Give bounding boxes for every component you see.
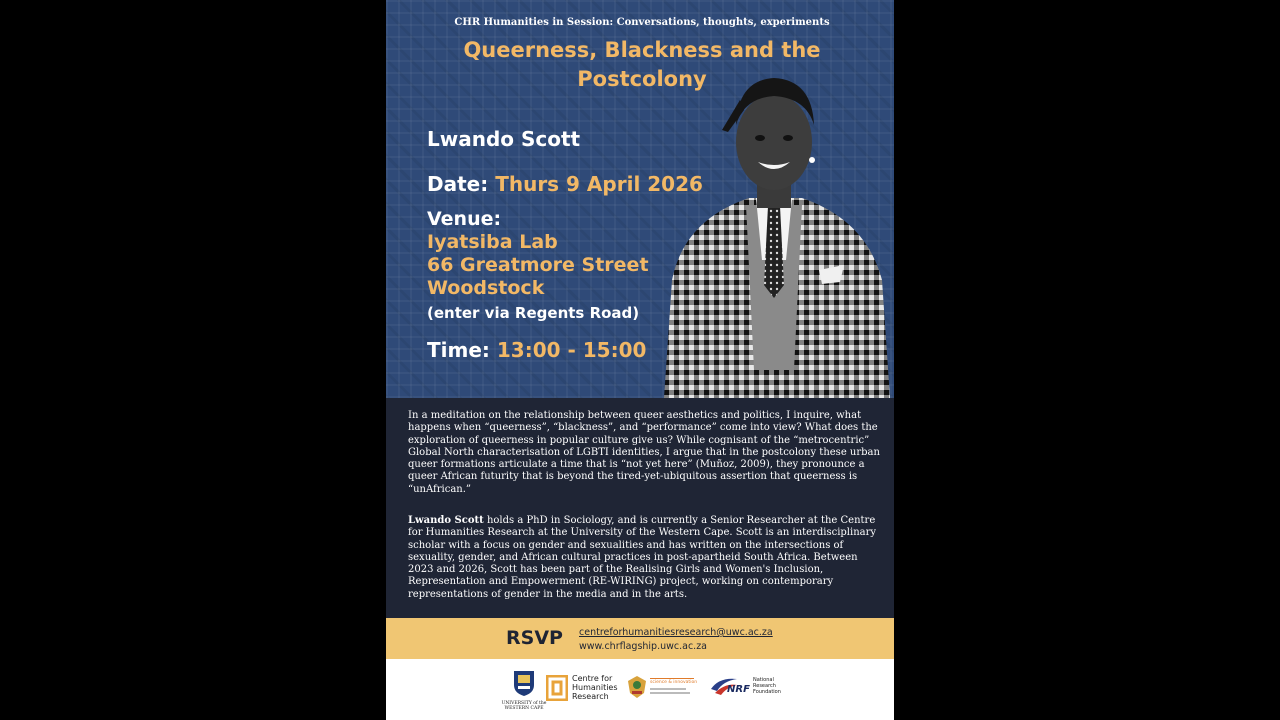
- date-value: Thurs 9 April 2026: [495, 172, 703, 196]
- series-title: CHR Humanities in Session: Conversations, thoughts, experiments: [454, 17, 830, 28]
- rsvp-band: [386, 618, 894, 659]
- nrf-name-line2: Research: [753, 683, 776, 689]
- event-poster: [386, 0, 894, 720]
- venue-line-3: Woodstock: [427, 277, 545, 299]
- time-value: 13:00 - 15:00: [496, 338, 647, 362]
- event-venue: [427, 208, 649, 325]
- coat-of-arms-icon: [626, 675, 648, 699]
- abstract-paragraph: In a meditation on the relationship between queer aesthetics and politics, I inquire, what happens when “queerness”, “blackness”, and “performance” come into view? What does the exploration of queerness in popular culture give us? While cognisant of the “metrocentric” Global North characterisation of LGBTI identities, I argue that in the postcolony these urban queer formations articulate a time that is “not yet here” (Muñoz, 2009), they pronounce a queer African futurity that is beyond the tired-yet-ubiquitous assertion that queerness is “unAfrican.”: [408, 410, 880, 495]
- time-label: Time:: [427, 338, 490, 362]
- nrf-name-line1: National: [753, 677, 774, 683]
- rsvp-email-link[interactable]: centreforhumanitiesresearch@uwc.ac.za: [579, 627, 773, 638]
- sponsor-logos: [386, 659, 894, 720]
- event-title-line1: Queerness, Blackness and the: [463, 38, 821, 62]
- event-time: [427, 338, 646, 362]
- event-date: [427, 172, 703, 196]
- poster-header: [386, 0, 894, 398]
- abstract-section: [386, 398, 894, 618]
- uwc-name-line1: UNIVERSITY of the: [501, 701, 547, 706]
- rsvp-website-link[interactable]: www.chrflagship.uwc.ac.za: [579, 641, 708, 652]
- speaker-bio: [408, 515, 880, 601]
- chr-mark-icon: [546, 675, 568, 701]
- dsi-name: science & innovation: [650, 680, 698, 685]
- venue-line-1: Iyatsiba Lab: [427, 231, 558, 253]
- uwc-crest-icon: [512, 669, 536, 697]
- uwc-name-line2: WESTERN CAPE: [504, 706, 544, 711]
- chr-name-line2: Humanities: [572, 683, 618, 692]
- bio-speaker-name: Lwando Scott: [408, 515, 484, 526]
- speaker-name: Lwando Scott: [427, 127, 581, 151]
- venue-note: (enter via Regents Road): [427, 304, 640, 322]
- rsvp-label: RSVP: [506, 627, 563, 649]
- speaker-photo: [654, 70, 894, 398]
- nrf-abbr: NRF: [727, 684, 750, 695]
- event-title-line2: Postcolony: [577, 67, 707, 91]
- chr-name-line1: Centre for: [572, 674, 613, 683]
- uwc-logo: [499, 669, 549, 711]
- date-label: Date:: [427, 172, 489, 196]
- venue-line-2: 66 Greatmore Street: [427, 254, 649, 276]
- bio-text: holds a PhD in Sociology, and is currently a Senior Researcher at the Centre for Humanities Research at the University of the Western Cape. Scott is an interdisciplinary scholar with a focus on gender and sexualities and has written on the intersections of sexuality, gender, and African cultural practices in post-apartheid South Africa. Between 2023 and 2026, Scott has been part of the Realising Girls and Women's Inclusion, Representation and Empowerment (RE-WIRING) project, working on contemporary representations of gender in the media and in the arts.: [408, 515, 877, 600]
- venue-label: Venue:: [427, 208, 502, 230]
- nrf-name-line3: Foundation: [753, 689, 781, 695]
- chr-name-line3: Research: [572, 692, 609, 701]
